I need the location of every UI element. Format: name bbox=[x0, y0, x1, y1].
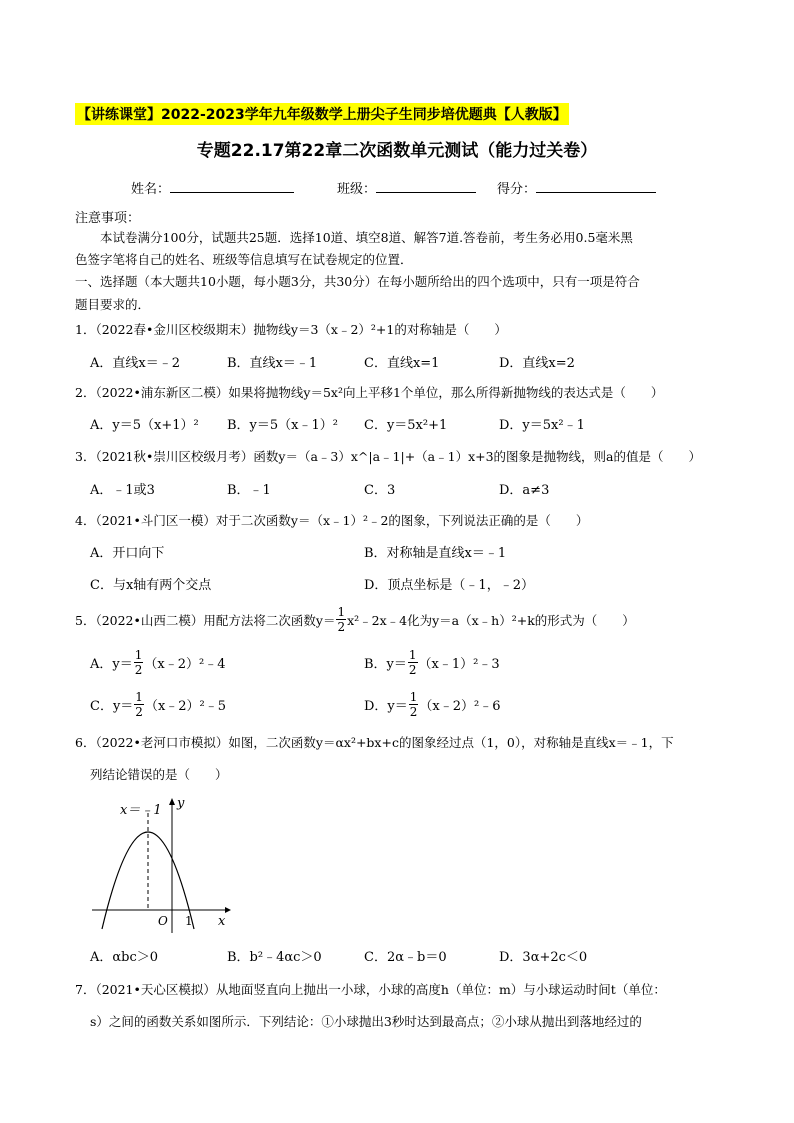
y-axis-label: y bbox=[177, 796, 185, 811]
q4-option-c: C．与x轴有两个交点 bbox=[90, 578, 212, 593]
q2-option-a: A．y＝5（x+1）² bbox=[90, 418, 199, 433]
x-axis-label: x bbox=[218, 914, 226, 929]
q2-option-d: D．y＝5x²﹣1 bbox=[499, 418, 585, 433]
q6-option-d: D．3α+2c＜0 bbox=[499, 950, 588, 965]
q4-option-a: A．开口向下 bbox=[90, 546, 165, 561]
q5-fraction: $\frac{1}{2}$ bbox=[337, 605, 346, 634]
origin-label: O bbox=[158, 914, 168, 928]
notice-heading: 注意事项： bbox=[75, 211, 141, 226]
q5-option-a: A．y＝ $\frac{1}{2}$ （x﹣2）²﹣4 bbox=[90, 648, 226, 677]
q1-option-c: C．直线x=1 bbox=[364, 356, 440, 371]
q6-option-b: B．b²﹣4αc＞0 bbox=[227, 950, 322, 965]
section1-line-2: 题目要求的． bbox=[75, 297, 151, 312]
q2-option-b: B．y＝5（x﹣1）² bbox=[227, 418, 338, 433]
parabola-curve bbox=[102, 832, 194, 929]
q1-option-a: A．直线x＝﹣2 bbox=[90, 356, 180, 371]
q3-option-b: B．﹣1 bbox=[227, 483, 271, 498]
q6-parabola-graph bbox=[90, 793, 240, 935]
q5-stem-post: x²﹣2x﹣4化为y＝a（x﹣h）²+k的形式为（ ） bbox=[347, 612, 635, 628]
score-field bbox=[497, 178, 656, 197]
q1-stem: 1．（2022春•金川区校级期末）抛物线y＝3（x﹣2）²+1的对称轴是（ ） bbox=[75, 322, 507, 337]
q4-option-d: D．顶点坐标是（﹣1，﹣2） bbox=[364, 578, 534, 593]
q6-option-c: C．2α﹣b＝0 bbox=[364, 950, 447, 965]
name-field bbox=[131, 178, 294, 197]
class-field bbox=[337, 178, 476, 197]
q7-line-2: s）之间的函数关系如图所示．下列结论：①小球抛出3秒时达到最高点；②小球从抛出到落地经过的 bbox=[90, 1014, 642, 1029]
q2-option-c: C．y＝5x²+1 bbox=[364, 418, 448, 433]
score-label: 得分： bbox=[497, 182, 537, 197]
symmetry-axis-label: x＝﹣1 bbox=[120, 803, 162, 818]
notice-line-1: 本试卷满分100分，试题共25题．选择10道、填空8道、解答7道.答卷前，考生务必用0.5毫米黑 bbox=[100, 230, 633, 245]
page-title: 专题22.17第22章二次函数单元测试（能力过关卷） bbox=[196, 141, 598, 161]
q4-option-b: B．对称轴是直线x＝﹣1 bbox=[364, 546, 507, 561]
q7-line-1: 7．（2021•天心区模拟）从地面竖直向上抛出一小球，小球的高度h（单位：m）与小球运动时间t（单位： bbox=[75, 982, 666, 997]
q6-stem-line-2: 列结论错误的是（ ） bbox=[90, 767, 228, 782]
q3-option-a: A．﹣1或3 bbox=[90, 483, 155, 498]
x-tick-one: 1 bbox=[185, 914, 193, 928]
q5-stem bbox=[75, 605, 635, 634]
q6-option-a: A．αbc＞0 bbox=[90, 950, 159, 965]
q6-stem-line-1: 6．（2022•老河口市模拟）如图，二次函数y＝αx²+bx+c的图象经过点（1，0），对称轴是直线x＝﹣1，下 bbox=[75, 735, 674, 750]
q2-stem: 2．（2022•浦东新区二模）如果将抛物线y＝5x²向上平移1个单位，那么所得新抛物线的表达式是（ ） bbox=[75, 385, 664, 400]
q1-option-d: D．直线x=2 bbox=[499, 356, 575, 371]
q3-stem: 3．（2021秋•崇川区校级月考）函数y＝（a﹣3）x^|a﹣1|+（a﹣1）x+3的图象是抛物线，则a的值是（ ） bbox=[75, 449, 702, 464]
q1-option-b: B．直线x＝﹣1 bbox=[227, 356, 318, 371]
name-label: 姓名： bbox=[131, 182, 171, 197]
notice-line-2: 色签字笔将自己的姓名、班级等信息填写在试卷规定的位置． bbox=[75, 252, 413, 267]
section1-line-1: 一、选择题（本大题共10小题，每小题3分，共30分）在每小题所给出的四个选项中，只有一项是符合 bbox=[75, 274, 640, 289]
x-axis-arrow bbox=[225, 907, 231, 913]
q4-stem: 4．（2021•斗门区一模）对于二次函数y＝（x﹣1）²﹣2的图象，下列说法正确的是（ ） bbox=[75, 513, 589, 528]
q3-option-d: D．a≠3 bbox=[499, 483, 550, 498]
q5-option-c: C．y＝ $\frac{1}{2}$ （x﹣2）²﹣5 bbox=[90, 690, 227, 719]
banner-title: 【讲练课堂】2022-2023学年九年级数学上册尖子生同步培优题典【人教版】 bbox=[75, 103, 569, 125]
q5-option-d: D．y＝ $\frac{1}{2}$ （x﹣2）²﹣6 bbox=[364, 690, 501, 719]
q5-option-b: B．y＝ $\frac{1}{2}$ （x﹣1）²﹣3 bbox=[364, 648, 500, 677]
q3-option-c: C．3 bbox=[364, 483, 396, 498]
q5-stem-pre: 5．（2022•山西二模）用配方法将二次函数y＝ bbox=[75, 612, 336, 628]
class-label: 班级： bbox=[337, 182, 377, 197]
y-axis-arrow bbox=[169, 798, 175, 805]
